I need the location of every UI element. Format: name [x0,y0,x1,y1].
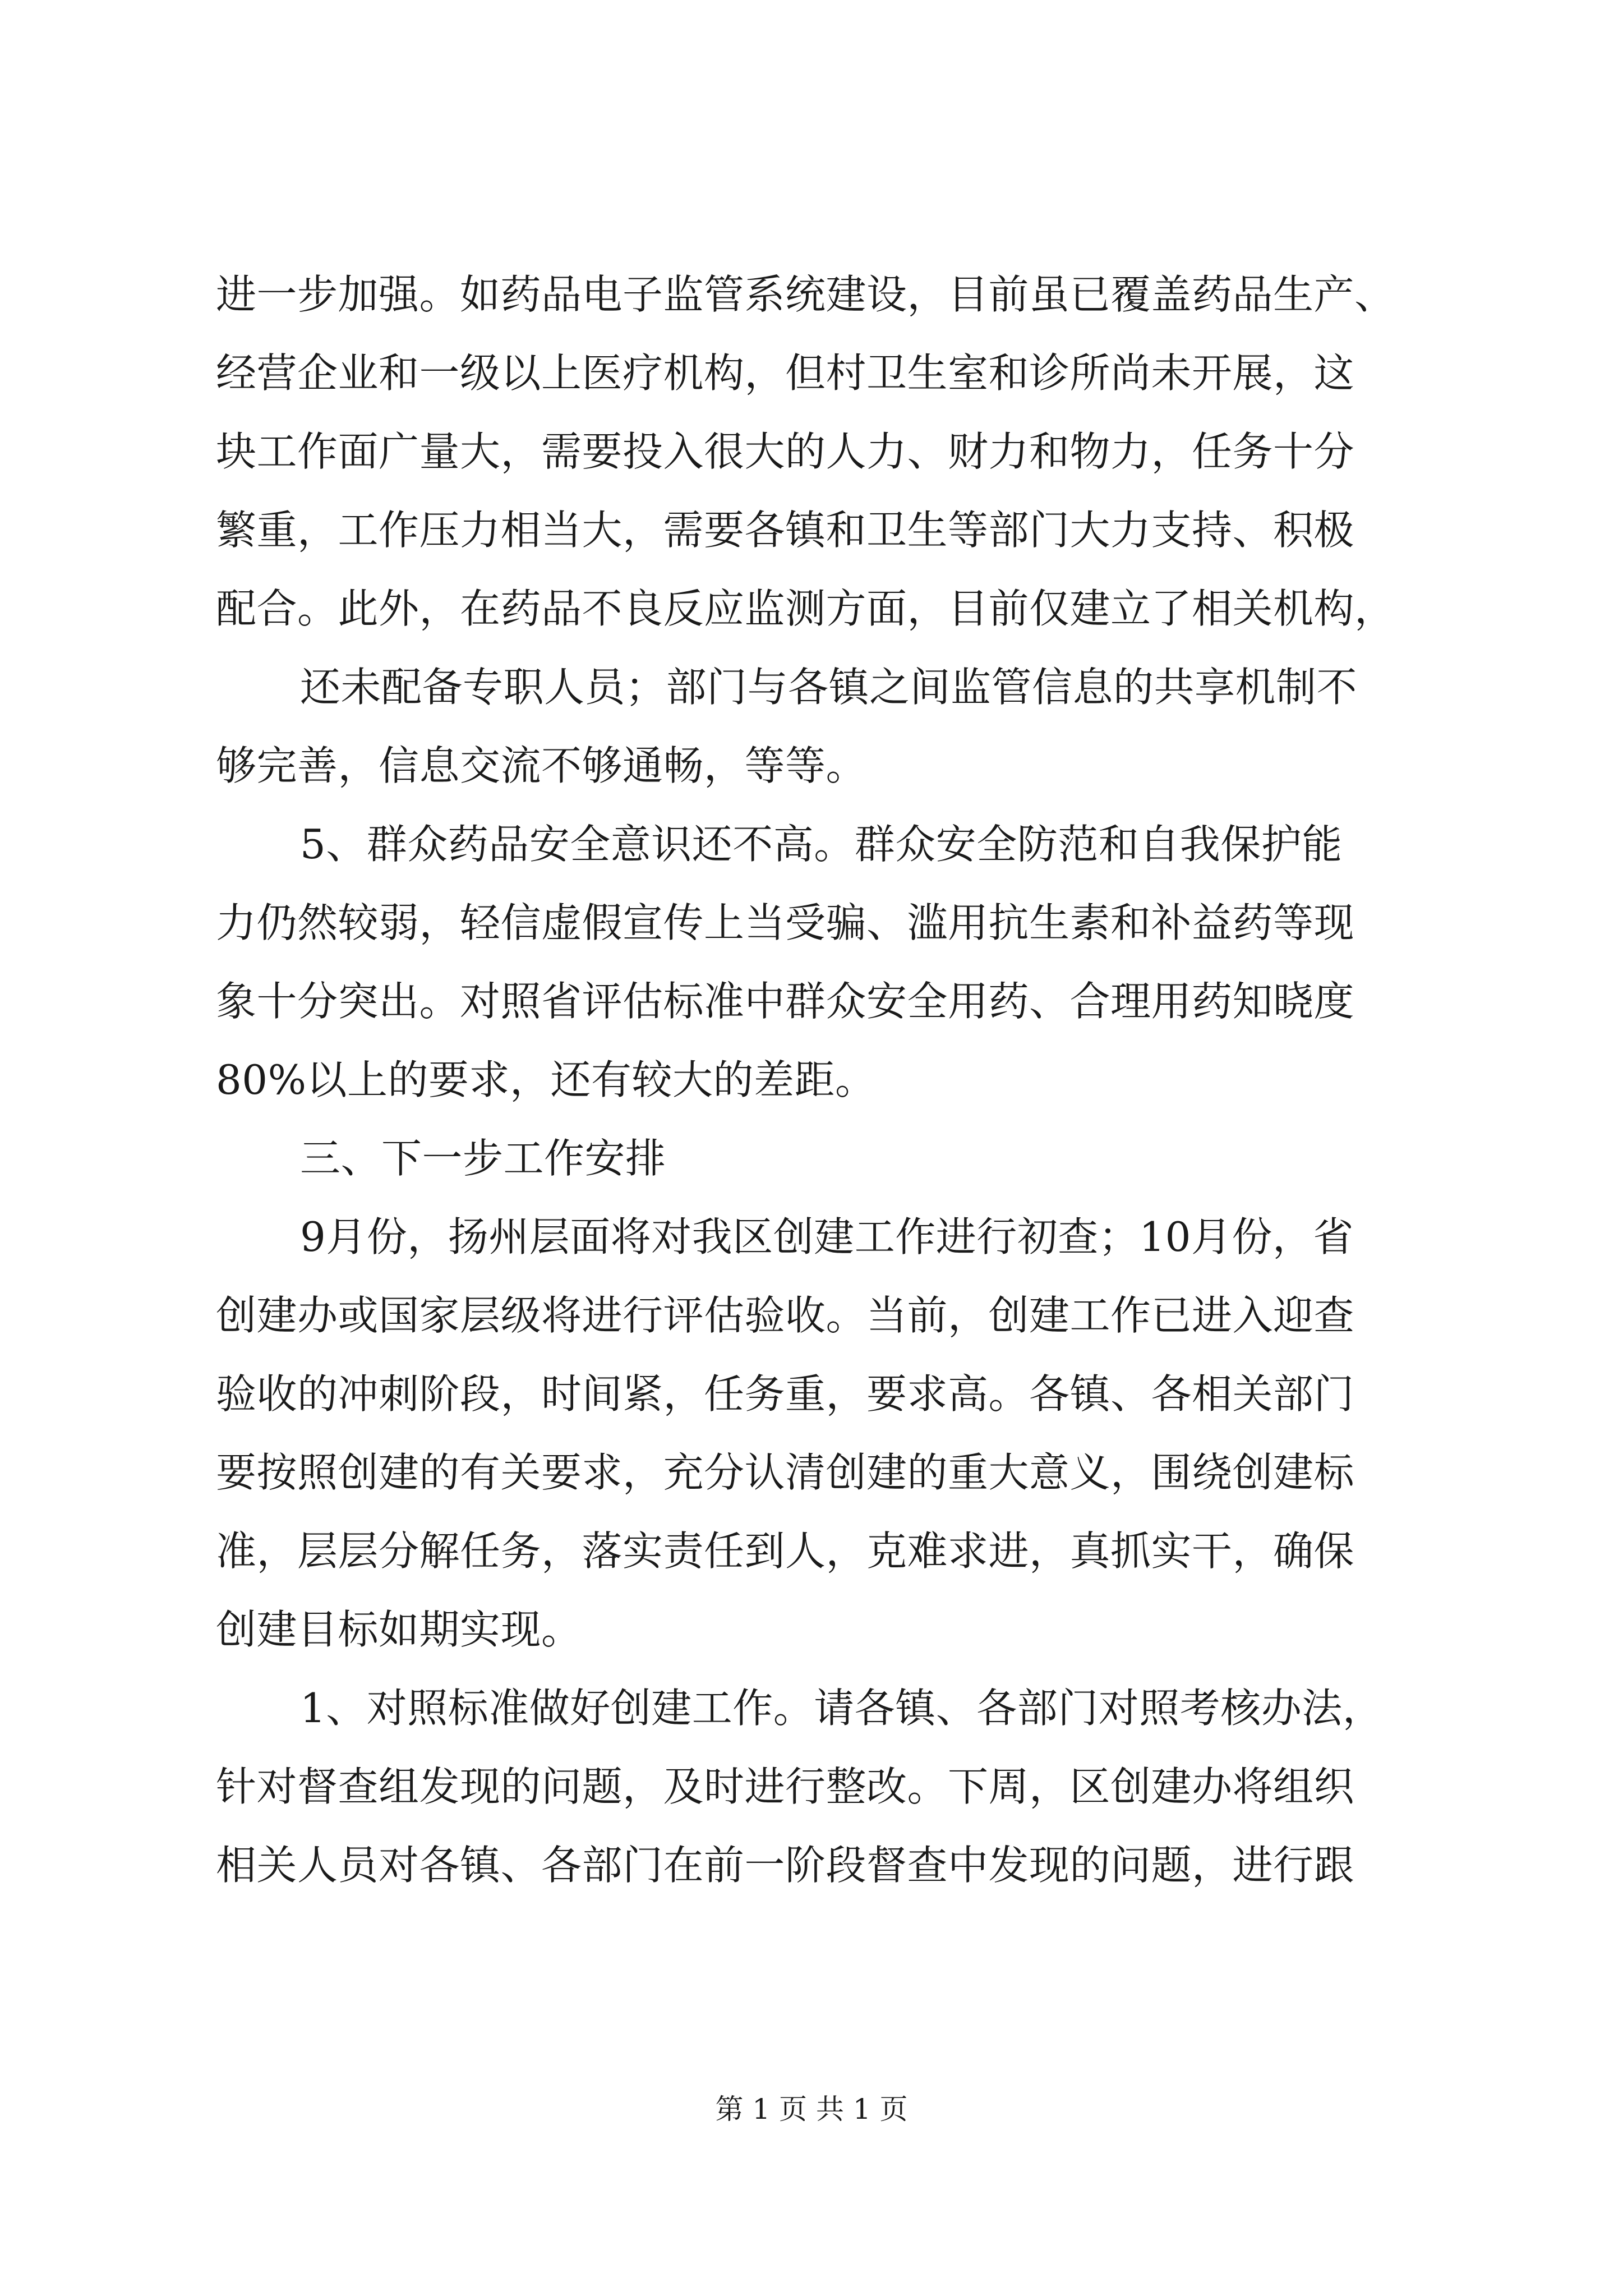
text-line: 块工作面广量大，需要投入很大的人力、财力和物力，任务十分 [216,428,1355,475]
section-heading: 三、下一步工作安排 [300,1135,666,1182]
text-line: 创建目标如期实现。 [216,1606,582,1653]
text-line: 相关人员对各镇、各部门在前一阶段督查中发现的问题，进行跟 [216,1842,1355,1889]
text-line: 1、对照标准做好创建工作。请各镇、各部门对照考核办法， [300,1685,1384,1732]
page-footer: 第 1 页 共 1 页 [715,2093,908,2125]
text-line: 进一步加强。如药品电子监管系统建设，目前虽已覆盖药品生产、 [216,271,1395,318]
text-line: 针对督查组发现的问题，及时进行整改。下周，区创建办将组织 [216,1763,1355,1810]
text-line: 象十分突出。对照省评估标准中群众安全用药、合理用药知晓度 [216,978,1355,1025]
text-line: 力仍然较弱，轻信虚假宣传上当受骗、滥用抗生素和补益药等现 [216,899,1355,946]
text-line: 经营企业和一级以上医疗机构，但村卫生室和诊所尚未开展，这 [216,349,1355,397]
text-line: 5、群众药品安全意识还不高。群众安全防范和自我保护能 [300,821,1343,868]
text-line: 80%以上的要求，还有较大的差距。 [216,1056,876,1103]
text-line: 繁重，工作压力相当大，需要各镇和卫生等部门大力支持、积极 [216,507,1355,554]
text-line: 要按照创建的有关要求，充分认清创建的重大意义，围绕创建标 [216,1449,1355,1496]
text-line: 9月份，扬州层面将对我区创建工作进行初查；10月份，省 [300,1213,1354,1260]
text-line: 配合。此外，在药品不良反应监测方面，目前仅建立了相关机构， [216,585,1395,632]
text-line: 验收的冲刺阶段，时间紧，任务重，要求高。各镇、各相关部门 [216,1370,1355,1418]
text-line: 准，层层分解任务，落实责任到人，克难求进，真抓实干，确保 [216,1527,1355,1575]
text-line: 够完善，信息交流不够通畅，等等。 [216,742,867,789]
text-line: 创建办或国家层级将进行评估验收。当前，创建工作已进入迎查 [216,1292,1355,1339]
text-line: 还未配备专职人员；部门与各镇之间监管信息的共享机制不 [300,664,1358,711]
